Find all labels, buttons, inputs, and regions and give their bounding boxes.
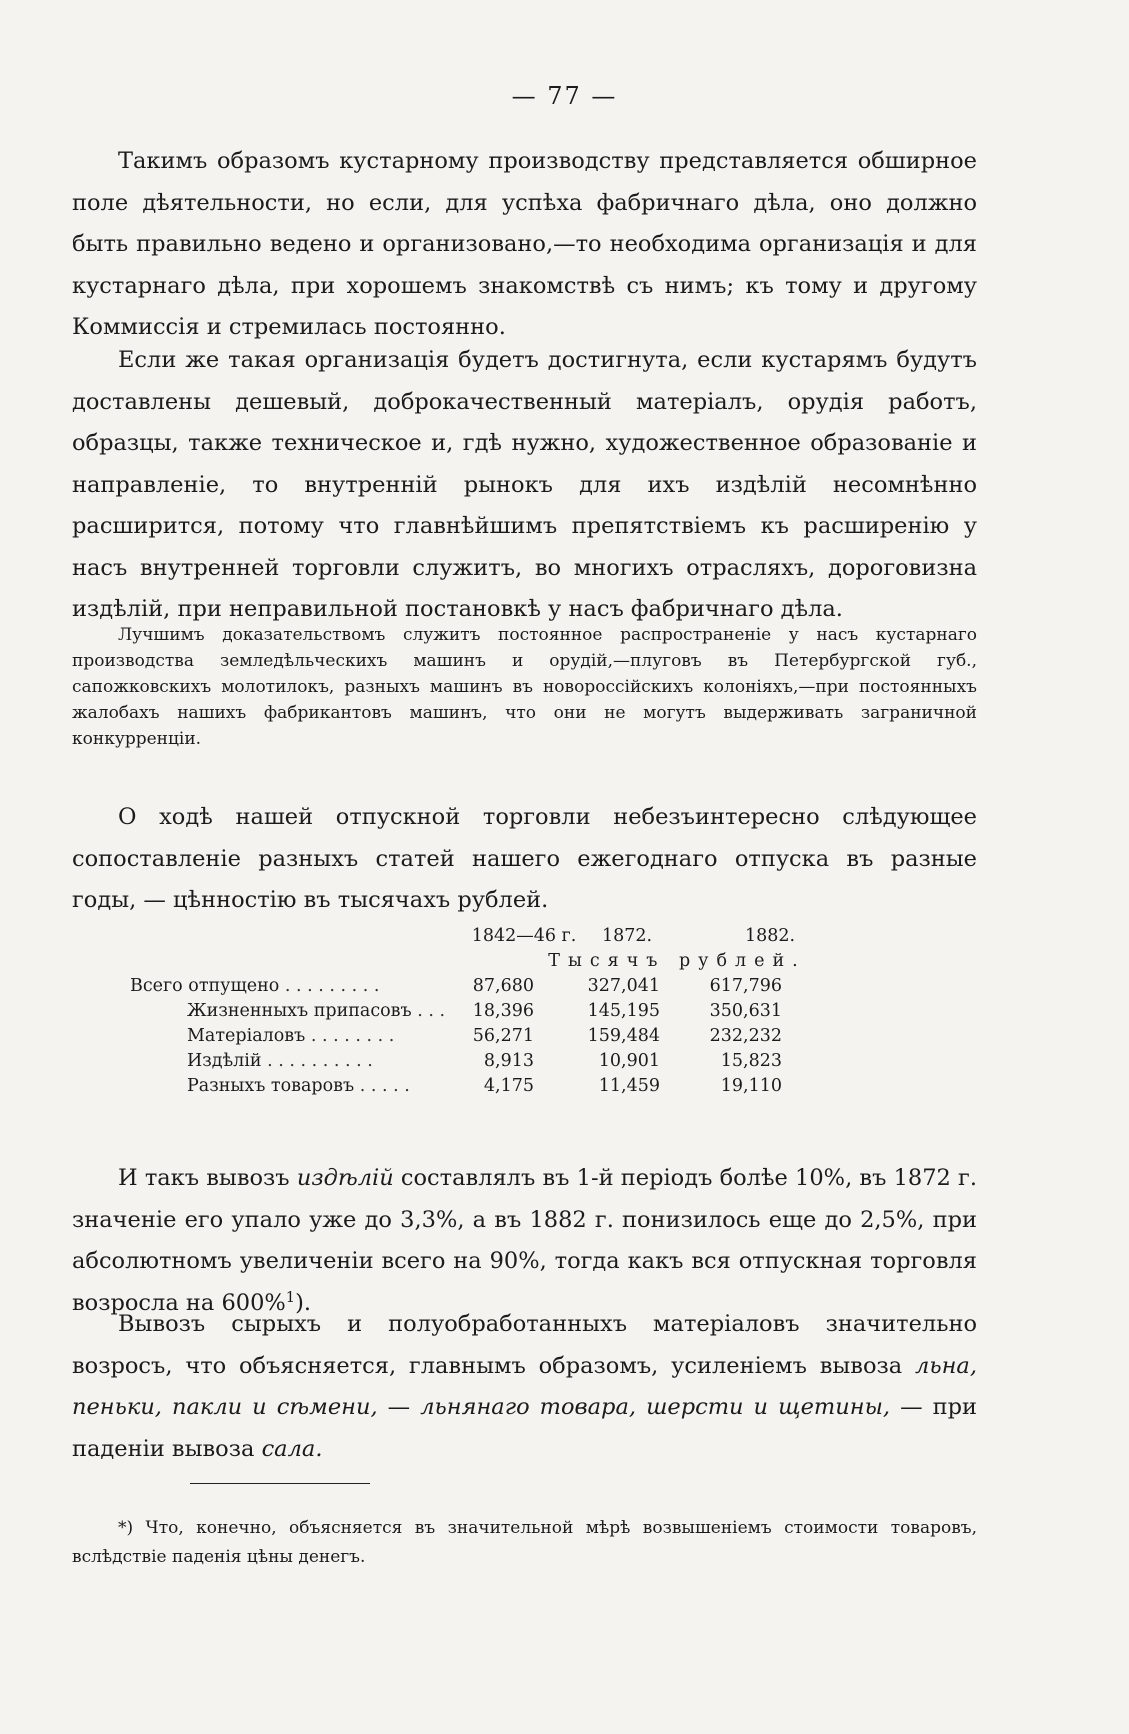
- cell-1842: 18,396: [472, 1001, 534, 1021]
- table-row: [72, 1024, 977, 1049]
- table-row: [72, 1074, 977, 1099]
- table-units-row: [72, 949, 977, 974]
- paragraph-3: [72, 797, 977, 922]
- cell-1842: 87,680: [472, 976, 534, 996]
- paragraph-5: [72, 1304, 977, 1470]
- paragraph-4-text: [72, 1158, 977, 1324]
- footnote-divider: [190, 1483, 370, 1484]
- page-number: — 77 —: [511, 82, 618, 110]
- paragraph-1: [72, 141, 977, 349]
- column-header-1872: 1872.: [601, 926, 653, 946]
- row-label: [187, 1049, 373, 1074]
- leader-dots: . . . . . . . . . .: [267, 1051, 373, 1071]
- row-label: [187, 1074, 410, 1099]
- row-label-text: Жизненныхъ припасовъ: [187, 1001, 412, 1021]
- cell-1882: 617,796: [709, 976, 782, 996]
- cell-1842: 4,175: [483, 1076, 534, 1096]
- footnote: [72, 1514, 977, 1572]
- cell-1882: 350,631: [709, 1001, 782, 1021]
- table-row: [72, 999, 977, 1024]
- cell-1872: 11,459: [598, 1076, 660, 1096]
- row-label: [130, 974, 379, 999]
- table-row: [72, 1049, 977, 1074]
- paragraph-2-text: Если же такая организація будетъ достигнута, если кустарямъ будутъ доставлены дешевый, доброкачественный матеріалъ, орудія работъ, образцы, также техническое и, гдѣ нужно, художественное образованіе и направленіе, то внутренній рынокъ для ихъ издѣлій несомнѣнно расширится, потому что главнѣйшимъ препятствіемъ къ расширенію у насъ внутренней торговли служитъ, во многихъ отрасляхъ, дороговизна издѣлій, при неправильной постановкѣ у насъ фабричнаго дѣла.: [72, 347, 977, 622]
- column-header-1882: 1882.: [744, 926, 796, 946]
- paragraph-4: [72, 1158, 977, 1324]
- paragraph-5-part-a: Вывозъ сырыхъ и полуобработанныхъ матеріаловъ значительно возросъ, что объясняется, главнымъ образомъ, усиленіемъ вывоза: [72, 1311, 977, 1379]
- paragraph-3-text: О ходѣ нашей отпускной торговли небезъинтересно слѣдующее сопоставленіе разныхъ статей нашего ежегоднаго отпуска въ разные годы, — цѣнностію въ тысячахъ рублей.: [72, 804, 977, 913]
- export-table: [72, 924, 977, 1099]
- paragraph-1-text: Такимъ образомъ кустарному производству представляется обширное поле дѣятельности, но если, для успѣха фабричнаго дѣла, оно должно быть правильно ведено и организовано,—то необходима организація и для кустарнаго дѣла, при хорошемъ знакомствѣ съ нимъ; къ тому и другому Коммиссія и стремилась постоянно.: [72, 148, 977, 340]
- footnote-text: *) Что, конечно, объясняется въ значительной мѣрѣ возвышеніемъ стоимости товаровъ, вслѣдствіе паденія цѣны денегъ.: [72, 1518, 977, 1567]
- paragraph-4-part-d: ).: [295, 1289, 312, 1316]
- table-row: [72, 974, 977, 999]
- cell-1842: 56,271: [472, 1026, 534, 1046]
- row-label: [187, 999, 445, 1024]
- row-label-text: Разныхъ товаровъ: [187, 1076, 355, 1096]
- row-label-text: Матеріаловъ: [187, 1026, 306, 1046]
- column-header-1842: 1842—46 г.: [471, 926, 577, 946]
- small-print-note-text: Лучшимъ доказательствомъ служитъ постоянное распространеніе у насъ кустарнаго производства земледѣльческихъ машинъ и орудій,—плуговъ въ Петербургской губ., сапожковскихъ молотилокъ, разныхъ машинъ въ новороссійскихъ колоніяхъ,—при постоянныхъ жалобахъ нашихъ фабрикантовъ машинъ, что они не могутъ выдерживать заграничной конкурренціи.: [72, 625, 977, 749]
- cell-1872: 159,484: [587, 1026, 660, 1046]
- paragraph-5-part-c: —: [377, 1394, 421, 1420]
- cell-1872: 10,901: [598, 1051, 660, 1071]
- table-units: Тысячъ рублей.: [548, 951, 806, 971]
- paragraph-4-part-c: составлялъ въ 1-й періодъ болѣе 10%, въ 1872 г. значеніе его упало уже до 3,3%, а въ 1882 г. понизилось еще до 2,5%, при абсолютномъ увеличеніи всего на 90%, тогда какъ вся отпускная торговля возросла на 600%: [72, 1165, 977, 1316]
- small-print-note: [72, 622, 977, 752]
- paragraph-4-part-a: И такъ вывозъ: [118, 1165, 297, 1191]
- table-header-row: [72, 924, 977, 949]
- paragraph-5-part-e: — при паденіи вывоза: [72, 1394, 978, 1462]
- leader-dots: . . . . .: [359, 1076, 410, 1096]
- paragraph-5-italic-2: льнянаго товара, шерсти и щетины,: [420, 1394, 891, 1420]
- paragraph-5-italic-1: льна, пеньки, пакли и сѣмени,: [72, 1352, 977, 1420]
- paragraph-4-italic: издѣлій: [296, 1165, 394, 1191]
- cell-1872: 327,041: [587, 976, 660, 996]
- row-label-text: Издѣлій: [187, 1051, 262, 1071]
- cell-1872: 145,195: [587, 1001, 660, 1021]
- cell-1882: 15,823: [720, 1051, 782, 1071]
- paragraph-2: [72, 340, 977, 631]
- leader-dots: . . .: [417, 1001, 446, 1021]
- row-label-text: Всего отпущено: [130, 976, 280, 996]
- leader-dots: . . . . . . . .: [310, 1026, 395, 1046]
- cell-1842: 8,913: [483, 1051, 534, 1071]
- cell-1882: 19,110: [720, 1076, 782, 1096]
- cell-1882: 232,232: [709, 1026, 782, 1046]
- paragraph-5-text: [72, 1304, 977, 1470]
- paragraph-5-italic-3: сала.: [261, 1435, 323, 1462]
- leader-dots: . . . . . . . . .: [284, 976, 380, 996]
- footnote-marker: 1: [285, 1288, 296, 1306]
- row-label: [187, 1024, 394, 1049]
